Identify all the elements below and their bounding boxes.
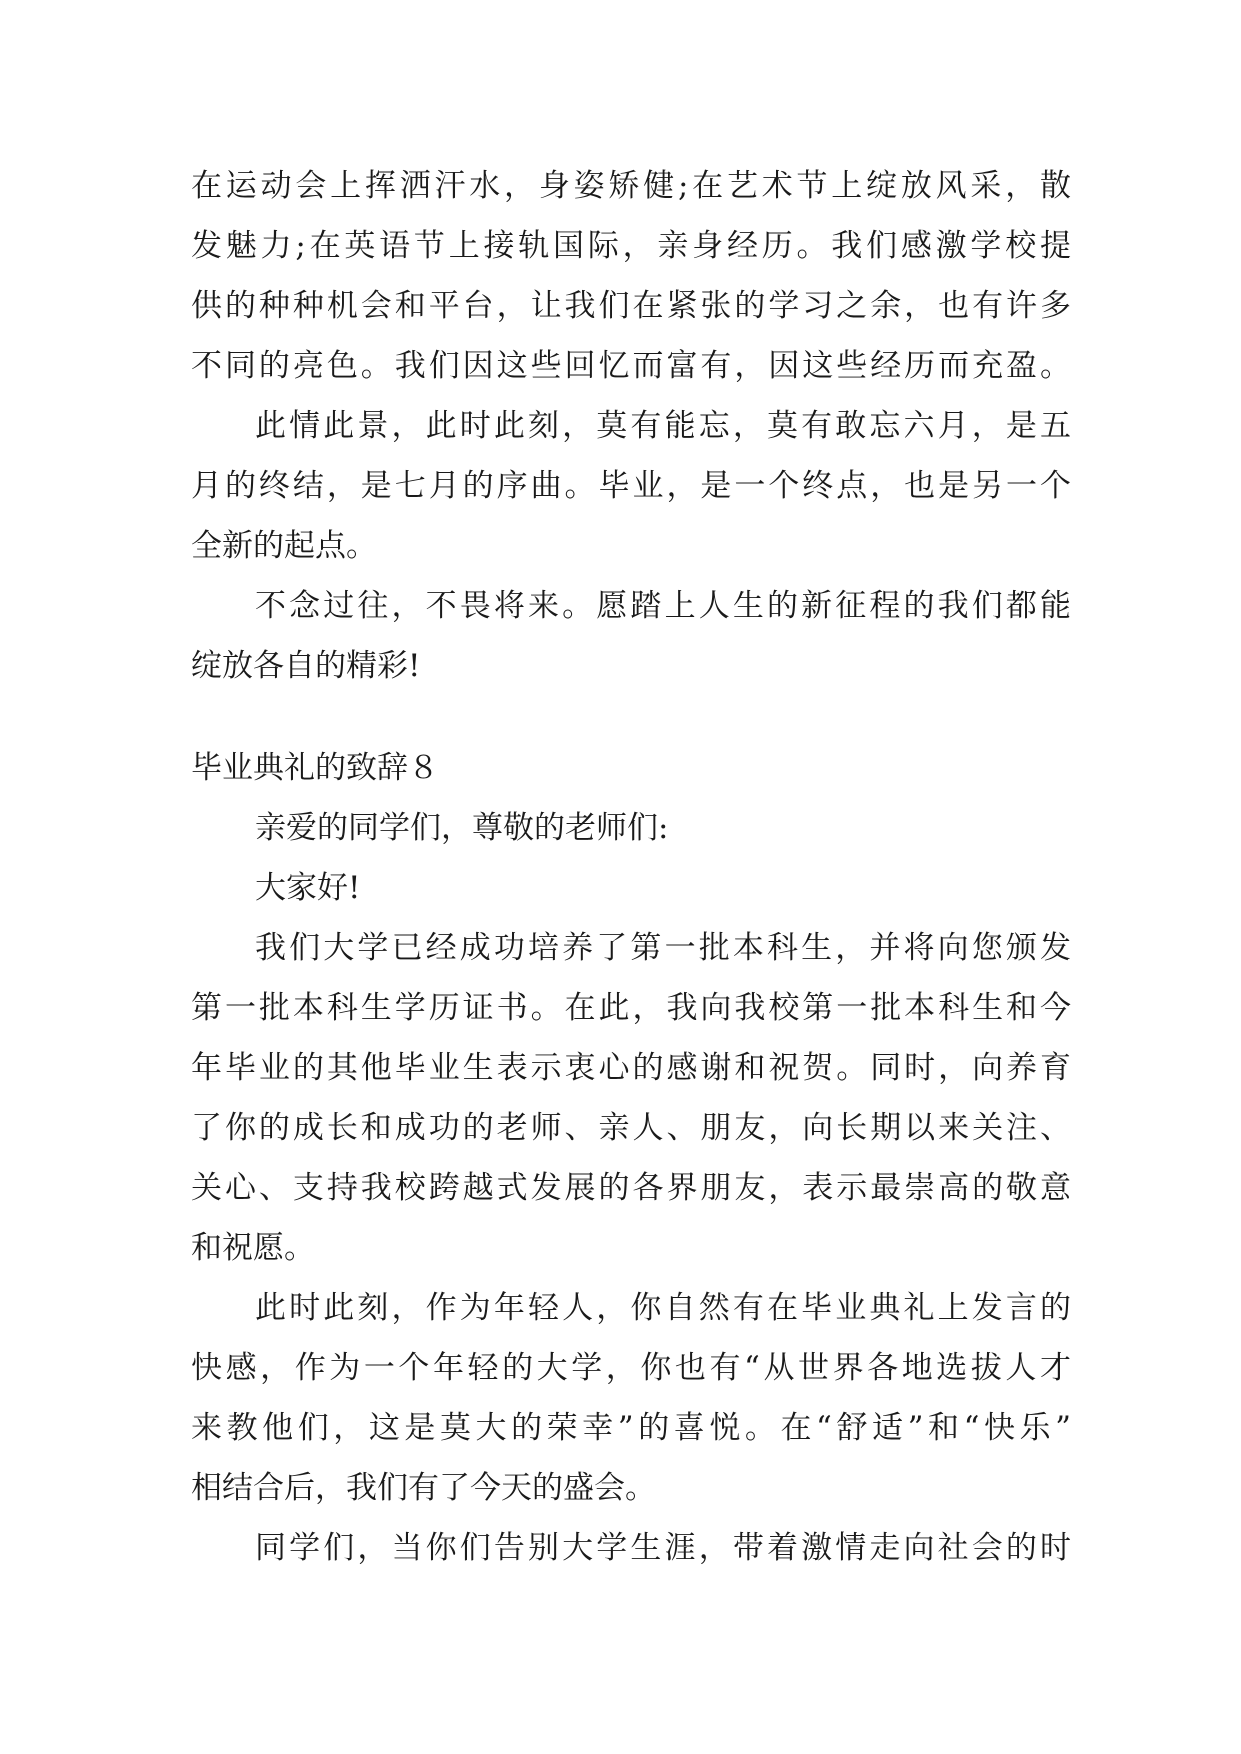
text-line: 供的种种机会和平台，让我们在紧张的学习之余，也有许多 bbox=[191, 288, 1071, 324]
text-line: 年毕业的其他毕业生表示衷心的感谢和祝贺。同时，向养育 bbox=[191, 1050, 1071, 1086]
text-line: 绽放各自的精彩! bbox=[191, 648, 421, 684]
text-line: 来教他们，这是莫大的荣幸”的喜悦。在“舒适”和“快乐” bbox=[191, 1410, 1071, 1446]
text-line: 此情此景，此时此刻，莫有能忘，莫有敢忘六月，是五 bbox=[255, 408, 1071, 444]
text-line: 在运动会上挥洒汗水，身姿矫健;在艺术节上绽放风采，散 bbox=[191, 168, 1071, 204]
text-line: 同学们，当你们告别大学生涯，带着激情走向社会的时 bbox=[255, 1530, 1071, 1566]
text-line: 此时此刻，作为年轻人，你自然有在毕业典礼上发言的 bbox=[255, 1290, 1071, 1326]
greeting: 亲爱的同学们，尊敬的老师们: bbox=[255, 810, 669, 846]
section-title: 毕业典礼的致辞８ bbox=[191, 750, 439, 786]
text-line: 关心、支持我校跨越式发展的各界朋友，表示最崇高的敬意 bbox=[191, 1170, 1071, 1206]
text-line: 我们大学已经成功培养了第一批本科生，并将向您颁发 bbox=[255, 930, 1071, 966]
text-line: 相结合后，我们有了今天的盛会。 bbox=[191, 1470, 656, 1506]
text-line: 不同的亮色。我们因这些回忆而富有，因这些经历而充盈。 bbox=[191, 348, 1071, 384]
text-line: 全新的起点。 bbox=[191, 528, 377, 564]
text-line: 和祝愿。 bbox=[191, 1230, 315, 1266]
text-line: 不念过往，不畏将来。愿踏上人生的新征程的我们都能 bbox=[255, 588, 1071, 624]
text-line: 了你的成长和成功的老师、亲人、朋友，向长期以来关注、 bbox=[191, 1110, 1071, 1146]
text-line: 发魅力;在英语节上接轨国际，亲身经历。我们感激学校提 bbox=[191, 228, 1071, 264]
text-line: 第一批本科生学历证书。在此，我向我校第一批本科生和今 bbox=[191, 990, 1071, 1026]
text-line: 月的终结，是七月的序曲。毕业，是一个终点，也是另一个 bbox=[191, 468, 1071, 504]
text-line: 快感，作为一个年轻的大学，你也有“从世界各地选拔人才 bbox=[191, 1350, 1071, 1386]
hello-line: 大家好! bbox=[255, 870, 361, 906]
